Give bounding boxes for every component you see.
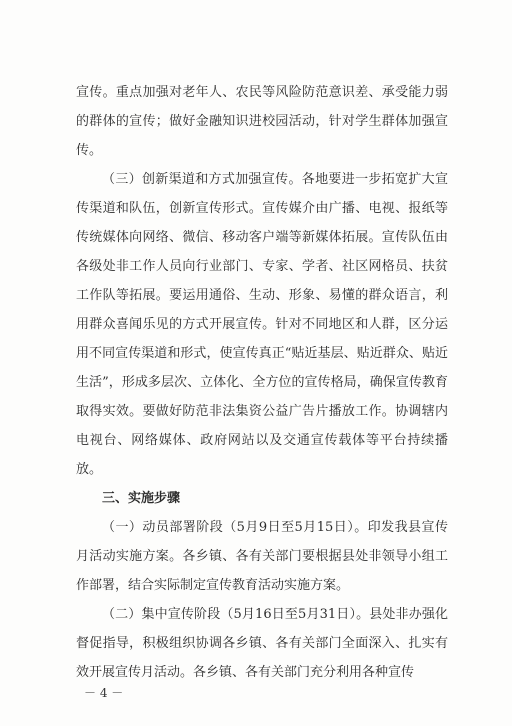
section-heading-implementation-steps: 三、实施步骤 <box>102 491 181 506</box>
paragraph-mobilization-stage: （一）动员部署阶段（5月9日至5月15日）。印发我县宣传月活动实施方案。各乡镇、各有关部门要根据县处非领导小组工作部署，结合实际制定宣传教育活动实施方案。 <box>76 520 448 593</box>
paragraph-concentrated-publicity-stage: （二）集中宣传阶段（5月16日至5月31日）。县处非办强化督促指导，积极组织协调各乡镇、各有关部门全面深入、扎实有效开展宣传月活动。各乡镇、各有关部门充分利用各种宣传 <box>76 607 448 680</box>
paragraph-innovate-channels: （三）创新渠道和方式加强宣传。各地要进一步拓宽扩大宣传渠道和队伍，创新宣传形式。宣传媒介由广播、电视、报纸等传统媒体向网络、微信、移动客户端等新媒体拓展。宣传队伍由各级处非工作人员向行业部门、专家、学者、社区网格员、扶贫工作队等拓展。要运用通俗、生动、形象、易懂的群众语言，利用群众喜闻乐见的方式开展宣传。针对不同地区和人群，区分运用不同宣传渠道和形式，使宣传真正“贴近基层、贴近群众、贴近生活”，形成多层次、立体化、全方位的宣传格局，确保宣传教育取得实效。要做好防范非法集资公益广告片播放工作。协调辖内电视台、网络媒体、政府网站以及交通宣传载体等平台持续播放。 <box>76 172 448 477</box>
page-number: － 4 － <box>84 686 124 700</box>
paragraph-target-groups: 宣传。重点加强对老年人、农民等风险防范意识差、承受能力弱的群体的宣传；做好金融知识进校园活动，针对学生群体加强宣传。 <box>76 85 448 158</box>
document-body <box>76 78 448 687</box>
